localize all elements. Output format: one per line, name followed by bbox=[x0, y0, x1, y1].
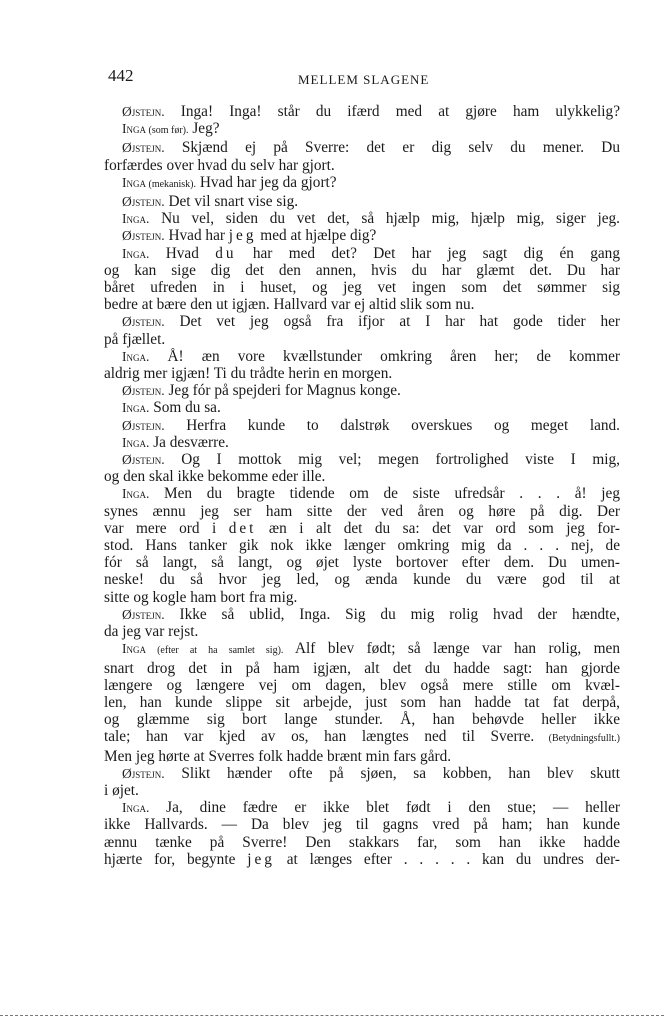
speaker-name: Inga. bbox=[122, 348, 150, 364]
stage-direction: (mekanisk). bbox=[146, 178, 196, 190]
emphasized-word: det bbox=[228, 519, 257, 537]
line-text: Nu vel, siden du vet det, så hjælp mig, hjælp mig, siger jeg. bbox=[149, 210, 620, 228]
speaker-name: Øjstejn. bbox=[122, 417, 165, 433]
line-text: Herfra kunde to dalstrøk overskues og meget land. bbox=[164, 416, 620, 434]
line-text: Hvad bbox=[149, 244, 216, 262]
line-text: Alf blev født; så længe var han rolig, men bbox=[283, 640, 620, 658]
line-text: Jeg? bbox=[188, 120, 220, 138]
text-line bbox=[104, 660, 620, 677]
text-line bbox=[104, 365, 620, 382]
line-text: tale; han var kjed av os, han længtes ned til Sverre. bbox=[104, 728, 535, 746]
line-text: hjærte for, begynte bbox=[104, 850, 248, 868]
speaker-name: Inga. bbox=[122, 245, 150, 261]
line-text: at længes efter . . . . . kan du undres der- bbox=[274, 850, 621, 868]
line-text: ikke Hallvards. — Da blev jeg til gagns vred på ham; han kunde bbox=[104, 816, 620, 834]
speaker-name: Inga. bbox=[122, 800, 150, 816]
line-text: Ja desværre. bbox=[149, 433, 229, 451]
emphasized-word: du bbox=[215, 244, 237, 262]
running-title: MELLEM SLAGENE bbox=[298, 72, 430, 87]
text-line bbox=[104, 537, 620, 554]
text-line bbox=[104, 485, 620, 502]
line-text: Jeg fór på spejderi for Magnus konge. bbox=[164, 382, 401, 400]
text-line bbox=[104, 313, 620, 330]
line-text: neske! du så hvor jeg led, og ænda kunde du være god til at bbox=[104, 571, 620, 589]
text-line bbox=[104, 799, 620, 816]
stage-direction: (som før). bbox=[146, 125, 189, 137]
speaker-name: Inga bbox=[122, 121, 146, 137]
text-line bbox=[104, 694, 620, 711]
speaker-name: Inga bbox=[122, 174, 146, 190]
text-line bbox=[104, 640, 620, 659]
speaker-name: Inga. bbox=[122, 434, 150, 450]
line-text: Men jeg hørte at Sverres folk hadde brænt min fars gård. bbox=[104, 747, 452, 765]
line-text: Ja, dine fædre er ikke blet født i den stue; — heller bbox=[149, 799, 620, 817]
line-text: og glæmme sig bort lange stunder. Å, han behøvde heller ikke bbox=[104, 711, 620, 729]
line-text: Slikt hænder ofte på sjøen, sa kobben, han blev skutt bbox=[164, 764, 620, 782]
text-line bbox=[104, 782, 620, 799]
line-text: Og I mottok mig vel; megen fortrolighed viste I mig, bbox=[164, 451, 620, 469]
line-text: len, han kunde slippe sit arbejde, just som han hadde tat fat derpå, bbox=[104, 693, 620, 711]
line-text: Det vil snart vise sig. bbox=[164, 193, 299, 211]
line-text: da jeg var rejst. bbox=[104, 623, 199, 641]
text-line bbox=[104, 728, 620, 747]
page-number: 442 bbox=[108, 66, 134, 85]
text-line bbox=[104, 434, 620, 451]
line-text: aldrig mer igjæn! Ti du trådte herin en morgen. bbox=[104, 365, 393, 383]
text-line bbox=[104, 174, 620, 193]
text-line bbox=[104, 331, 620, 348]
text-line bbox=[104, 554, 620, 571]
line-text: forfærdes over hvad du selv har gjort. bbox=[104, 156, 335, 174]
text-line bbox=[104, 834, 620, 851]
speaker-name: Øjstejn. bbox=[122, 452, 165, 468]
text-line bbox=[104, 296, 620, 313]
text-line bbox=[104, 139, 620, 156]
text-line bbox=[104, 103, 620, 120]
text-line bbox=[104, 677, 620, 694]
line-text: sitte og kogle ham bort fra mig. bbox=[104, 588, 298, 606]
line-text: i øjet. bbox=[104, 781, 139, 799]
stage-direction: (Betydningsfullt.) bbox=[534, 733, 620, 745]
line-text: Som du sa. bbox=[149, 399, 221, 417]
text-line bbox=[104, 571, 620, 588]
line-text: båret ufreden in i huset, og jeg vet ingen som det sømmer sig bbox=[104, 279, 620, 297]
line-text: Hvad har bbox=[164, 227, 229, 245]
text-line bbox=[104, 851, 620, 868]
speaker-name: Øjstejn. bbox=[122, 606, 165, 622]
text-line bbox=[104, 193, 620, 210]
speaker-name: Øjstejn. bbox=[122, 228, 165, 244]
text-line bbox=[104, 157, 620, 174]
text-line bbox=[104, 520, 620, 537]
line-text: fór så langt, så langt, og øjet lyste bortover efter dem. Du umen- bbox=[104, 554, 620, 572]
line-text: og kan sige dig det den annen, hvis du har glæmt det. Du har bbox=[104, 261, 620, 279]
line-text: Det vet jeg også fra ifjor at I har hat gode tider her bbox=[164, 313, 620, 331]
line-text: Ikke så ublid, Inga. Sig du mig rolig hvad der hændte, bbox=[164, 605, 620, 623]
line-text: synes ænnu jeg ser ham sitte der ved åren og høre på dig. Der bbox=[104, 502, 620, 520]
speaker-name: Inga bbox=[122, 641, 146, 657]
text-line bbox=[104, 399, 620, 416]
text-line bbox=[104, 120, 620, 139]
text-line bbox=[104, 417, 620, 434]
stage-direction: (efter at ha samlet sig). bbox=[146, 645, 284, 657]
line-text: ænnu tænke på Sverre! Den stakkars far, som han ikke hadde bbox=[104, 833, 620, 851]
text-line bbox=[104, 589, 620, 606]
speaker-name: Øjstejn. bbox=[122, 104, 165, 119]
line-text: Å! æn vore kvællstunder omkring åren her; de kommer bbox=[149, 347, 620, 365]
speaker-name: Øjstejn. bbox=[122, 314, 165, 330]
text-line bbox=[104, 262, 620, 279]
line-text: Men du bragte tidende om de siste ufredsår . . . å! jeg bbox=[149, 485, 620, 503]
line-text: var mere ord i bbox=[104, 519, 229, 537]
text-line bbox=[104, 279, 620, 296]
line-text: stod. Hans tanker gik nok ikke længer omkring mig da . . . nej, de bbox=[104, 537, 620, 555]
body-text bbox=[104, 103, 620, 868]
line-text: på fjællet. bbox=[104, 330, 166, 348]
speaker-name: Øjstejn. bbox=[122, 194, 165, 210]
speaker-name: Øjstejn. bbox=[122, 765, 165, 781]
line-text: længere og længere vej om dagen, blev også mere stille om kvæl- bbox=[104, 676, 620, 694]
text-line bbox=[104, 348, 620, 365]
line-text: med at hjælpe dig? bbox=[256, 227, 377, 245]
text-line bbox=[104, 210, 620, 227]
line-text: bedre at bære den ut igjæn. Hallvard var ej altid slik som nu. bbox=[104, 296, 475, 314]
emphasized-word: jeg bbox=[247, 850, 275, 868]
text-line bbox=[104, 245, 620, 262]
line-text: æn i alt det du sa: det var ord som jeg for- bbox=[256, 519, 620, 537]
speaker-name: Øjstejn. bbox=[122, 383, 165, 399]
speaker-name: Inga. bbox=[122, 486, 150, 502]
page-bottom-rule bbox=[0, 1015, 664, 1016]
line-text: Hvad har jeg da gjort? bbox=[196, 173, 337, 191]
text-line bbox=[104, 382, 620, 399]
line-text: Inga! Inga! står du ifærd med at gjøre ham ulykkelig? bbox=[164, 103, 620, 120]
text-line bbox=[104, 816, 620, 833]
text-line bbox=[104, 451, 620, 468]
text-line bbox=[104, 623, 620, 640]
text-line bbox=[104, 227, 620, 244]
emphasized-word: jeg bbox=[228, 227, 257, 245]
text-line bbox=[104, 765, 620, 782]
text-line bbox=[104, 711, 620, 728]
line-text: og den skal ikke bekomme eder ille. bbox=[104, 468, 326, 486]
line-text: har med det? Det har jeg sagt dig én gang bbox=[236, 244, 620, 262]
line-text: Skjænd ej på Sverre: det er dig selv du mener. Du bbox=[164, 139, 620, 157]
text-line bbox=[104, 503, 620, 520]
speaker-name: Inga. bbox=[122, 400, 150, 416]
line-text: snart drog det in på ham igjæn, alt det du hadde sagt: han gjorde bbox=[104, 659, 620, 677]
speaker-name: Øjstejn. bbox=[122, 140, 165, 156]
text-line bbox=[104, 606, 620, 623]
text-line bbox=[104, 468, 620, 485]
speaker-name: Inga. bbox=[122, 211, 150, 227]
text-line bbox=[104, 748, 620, 765]
